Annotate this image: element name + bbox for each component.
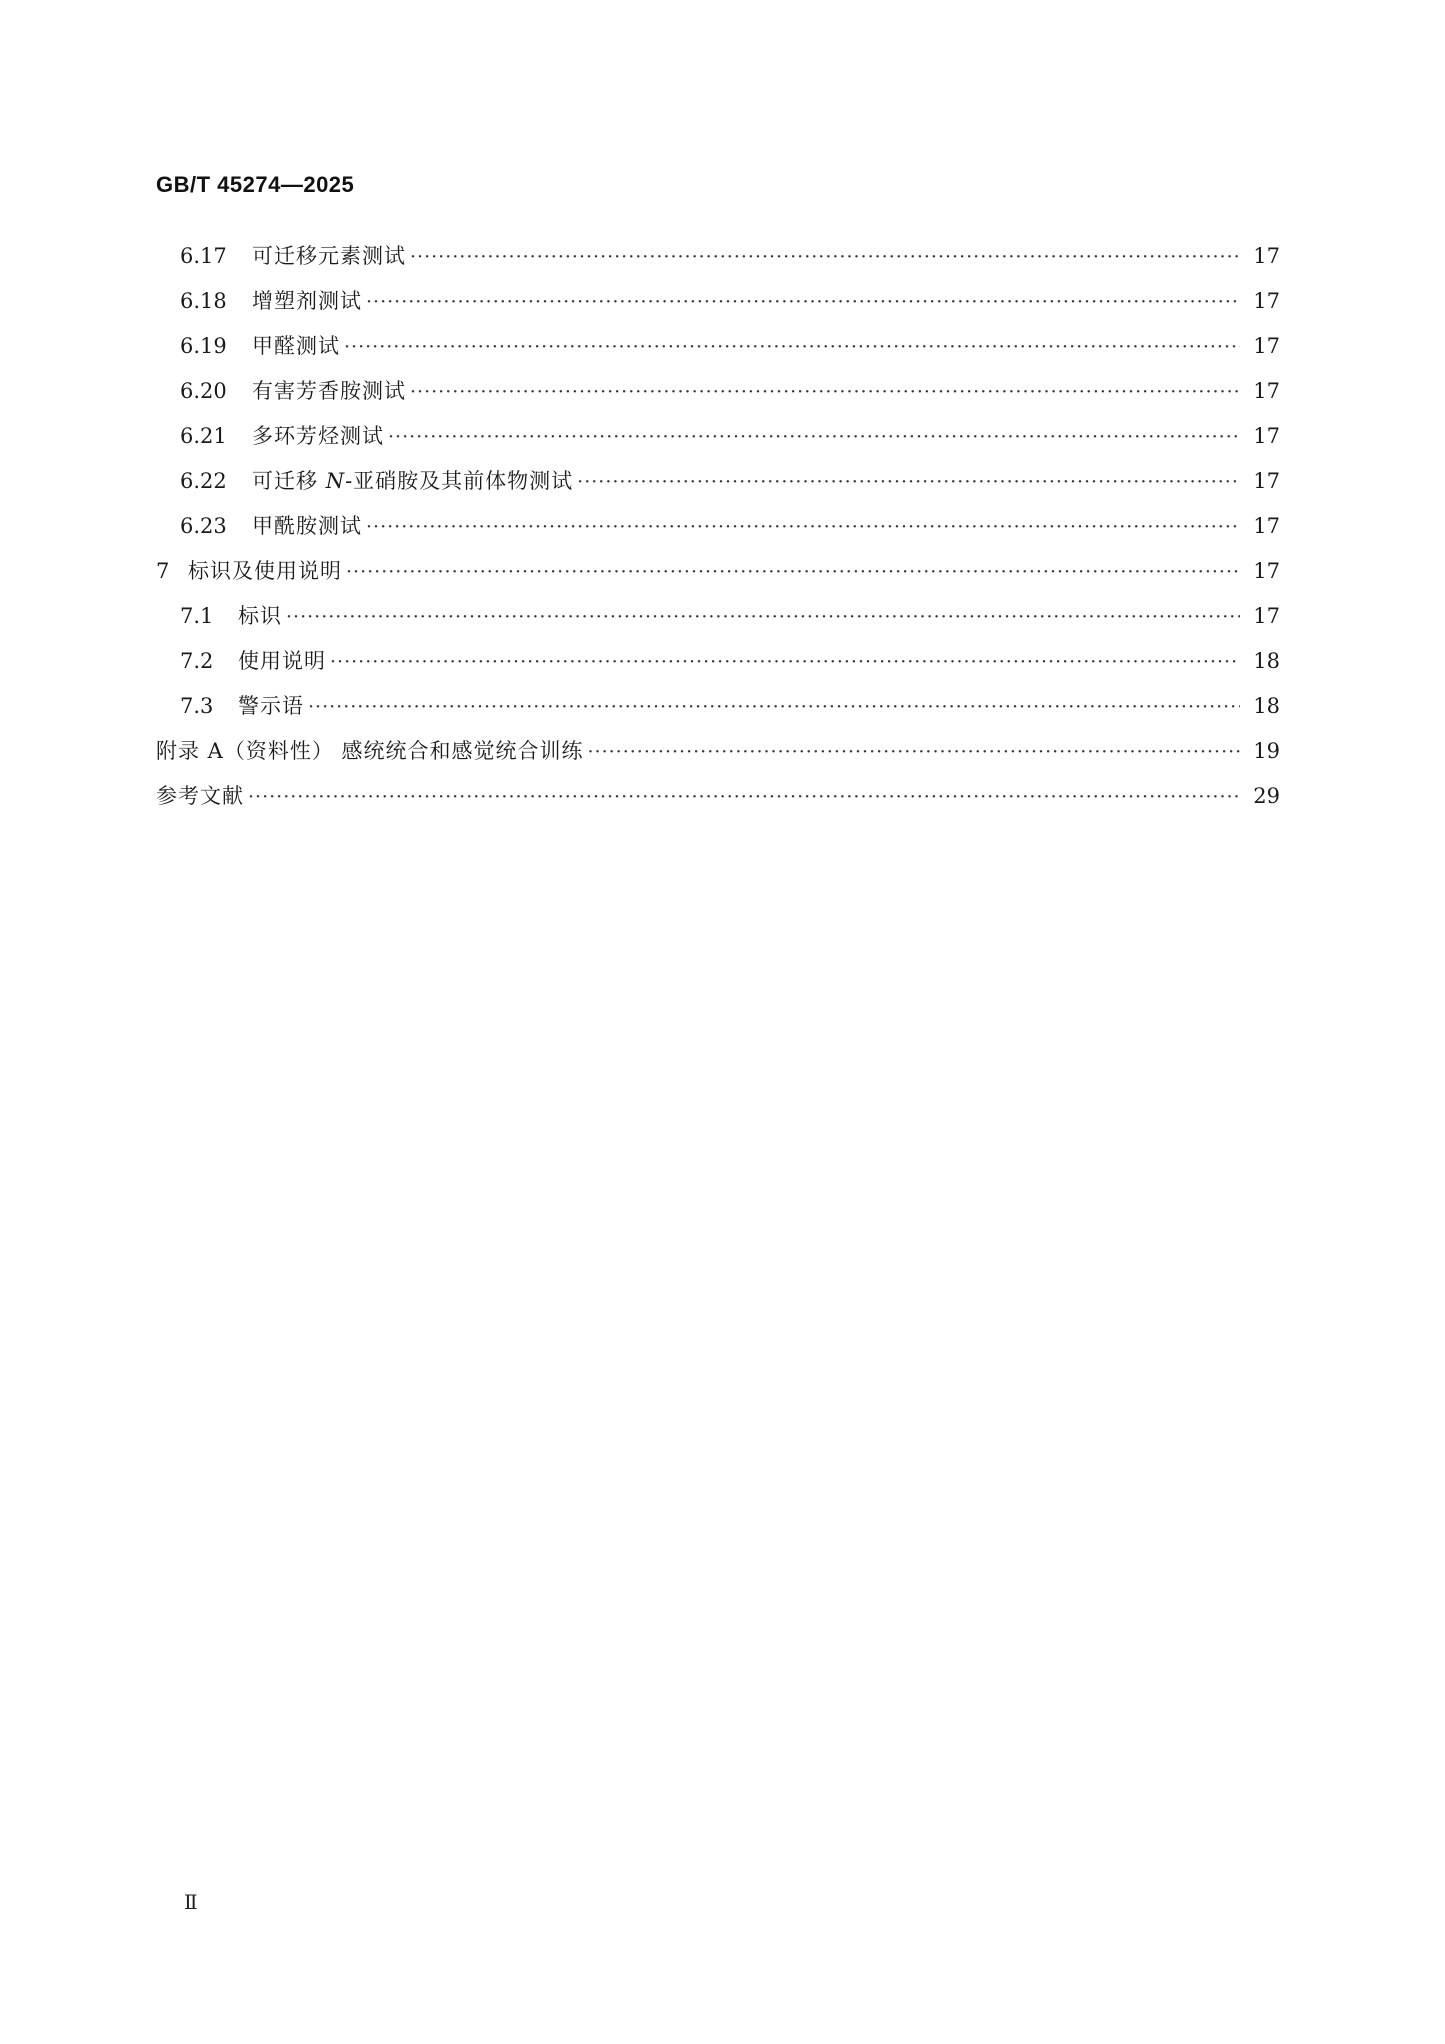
toc-entry-page: 19 [1253, 739, 1280, 763]
table-of-contents [156, 234, 1280, 819]
toc-entry-title: 甲醛测试 [252, 334, 340, 358]
toc-entry-page: 17 [1253, 244, 1280, 268]
toc-entry-title: 有害芳香胺测试 [252, 379, 406, 403]
toc-entry-page: 17 [1253, 559, 1280, 583]
toc-dot-leader [344, 325, 1240, 369]
toc-title-prefix: 可迁移 [252, 469, 326, 493]
toc-entry-page: 17 [1253, 424, 1280, 448]
toc-entry-title: 使用说明 [238, 649, 326, 673]
toc-entry-6-22[interactable] [156, 459, 1280, 504]
toc-entry-6-20[interactable] [156, 369, 1280, 414]
toc-entry-7[interactable] [156, 549, 1280, 594]
toc-dot-leader [366, 280, 1240, 324]
toc-entry-title: 标识 [238, 604, 282, 628]
toc-entry-appendix-a[interactable] [156, 729, 1280, 774]
toc-entry-7-1[interactable] [156, 594, 1280, 639]
toc-entry-page: 18 [1253, 694, 1280, 718]
toc-entry-title: 增塑剂测试 [252, 289, 362, 313]
toc-title-italic-n: N [325, 469, 346, 493]
toc-dot-leader [286, 595, 1240, 639]
toc-entry-page: 29 [1253, 784, 1280, 808]
toc-entry-page: 17 [1253, 334, 1280, 358]
toc-entry-6-23[interactable] [156, 504, 1280, 549]
toc-dot-leader [410, 235, 1240, 279]
toc-entry-number: 7.3 [180, 694, 214, 718]
toc-entry-title [252, 459, 577, 504]
toc-entry-6-19[interactable] [156, 324, 1280, 369]
toc-entry-page: 17 [1253, 379, 1280, 403]
toc-entry-7-3[interactable] [156, 684, 1280, 729]
standard-code: GB/T 45274—2025 [156, 172, 355, 197]
toc-entry-references[interactable] [156, 774, 1280, 819]
toc-dot-leader [388, 415, 1240, 459]
toc-entry-6-17[interactable] [156, 234, 1280, 279]
toc-entry-number: 7.2 [180, 649, 214, 673]
toc-entry-page: 17 [1253, 289, 1280, 313]
toc-entry-number: 6.18 [180, 289, 227, 313]
toc-entry-page: 17 [1253, 514, 1280, 538]
toc-entry-number: 7.1 [180, 604, 214, 628]
toc-entry-number: 6.23 [180, 514, 227, 538]
toc-dot-leader [410, 370, 1240, 414]
toc-dot-leader [248, 775, 1240, 819]
toc-entry-title: 多环芳烃测试 [252, 424, 384, 448]
toc-entry-number: 7 [156, 559, 170, 583]
toc-title-suffix: -亚硝胺及其前体物测试 [345, 469, 574, 493]
toc-entry-number: 6.22 [180, 469, 227, 493]
toc-dot-leader [346, 550, 1240, 594]
toc-entry-title: 附录 A（资料性） 感统统合和感觉统合训练 [156, 739, 584, 763]
toc-entry-number: 6.21 [180, 424, 227, 448]
toc-entry-title: 甲酰胺测试 [252, 514, 362, 538]
toc-entry-title: 可迁移元素测试 [252, 244, 406, 268]
toc-entry-6-21[interactable] [156, 414, 1280, 459]
toc-entry-page: 17 [1253, 604, 1280, 628]
toc-entry-number: 6.20 [180, 379, 227, 403]
toc-entry-title: 标识及使用说明 [188, 559, 342, 583]
toc-dot-leader [577, 460, 1240, 504]
toc-dot-leader [588, 730, 1240, 774]
toc-entry-title: 参考文献 [156, 784, 244, 808]
toc-entry-7-2[interactable] [156, 639, 1280, 684]
toc-dot-leader [308, 685, 1240, 729]
toc-entry-number: 6.19 [180, 334, 227, 358]
toc-entry-page: 18 [1253, 649, 1280, 673]
toc-entry-page: 17 [1253, 469, 1280, 493]
toc-entry-number: 6.17 [180, 244, 227, 268]
toc-entry-6-18[interactable] [156, 279, 1280, 324]
toc-dot-leader [330, 640, 1240, 684]
toc-entry-title: 警示语 [238, 694, 304, 718]
page-number: Ⅱ [184, 1890, 198, 1914]
toc-dot-leader [366, 505, 1240, 549]
